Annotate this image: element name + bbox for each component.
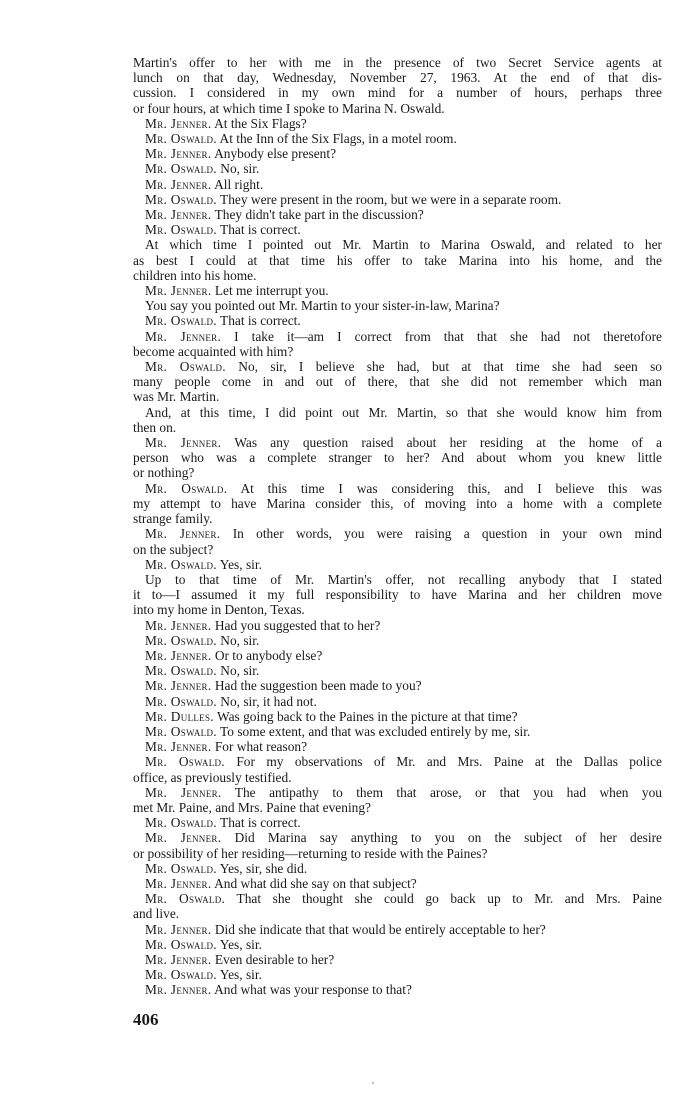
line-text: Or to anybody else? bbox=[214, 647, 323, 663]
testimony-paragraph bbox=[133, 861, 662, 876]
text-line bbox=[133, 207, 662, 222]
testimony-paragraph bbox=[133, 663, 662, 678]
line-text: I take it—am I correct from that that she had not theretofore bbox=[234, 328, 662, 344]
speaker-name: Mr. Oswald. bbox=[145, 556, 217, 572]
line-text: To some extent, and that was excluded entirely by me, sir. bbox=[220, 723, 531, 739]
line-text: No, sir. bbox=[220, 632, 260, 648]
line-text: All right. bbox=[214, 176, 264, 192]
speaker-name: Mr. Oswald. bbox=[145, 723, 217, 739]
line-text: Yes, sir, she did. bbox=[219, 860, 308, 876]
speaker-name: Mr. Dulles. bbox=[145, 708, 214, 724]
text-line bbox=[133, 374, 662, 389]
narrative-paragraph bbox=[133, 405, 662, 435]
text-line bbox=[133, 237, 662, 252]
speaker-name: Mr. Oswald. bbox=[145, 891, 226, 907]
text-line bbox=[133, 542, 662, 557]
testimony-paragraph bbox=[133, 146, 662, 161]
speaker-name: Mr. Oswald. bbox=[145, 860, 217, 876]
text-line bbox=[133, 557, 662, 572]
testimony-paragraph bbox=[133, 724, 662, 739]
line-text: Did she indicate that that would be entirely acceptable to her? bbox=[214, 921, 546, 937]
testimony-paragraph bbox=[133, 694, 662, 709]
text-line bbox=[133, 663, 662, 678]
text-line bbox=[133, 161, 662, 176]
line-text: children into his home. bbox=[133, 267, 257, 283]
line-text: At which time I pointed out Mr. Martin to Marina Oswald, and related to her bbox=[145, 237, 662, 253]
line-text: lunch on that day, Wednesday, November 27, 1963. At the end of that dis- bbox=[133, 70, 662, 86]
speaker-name: Mr. Jenner. bbox=[145, 526, 221, 542]
testimony-paragraph bbox=[133, 937, 662, 952]
speaker-name: Mr. Jenner. bbox=[145, 647, 212, 663]
line-text: my attempt to have Marina consider this, of moving into a home with a complete bbox=[133, 495, 662, 511]
text-line bbox=[133, 602, 662, 617]
line-text: That is correct. bbox=[220, 313, 301, 329]
testimony-paragraph bbox=[133, 116, 662, 131]
text-line bbox=[133, 724, 662, 739]
speaker-name: Mr. Jenner. bbox=[145, 921, 212, 937]
line-text: Yes, sir. bbox=[219, 967, 262, 983]
testimony-paragraph bbox=[133, 678, 662, 693]
speaker-name: Mr. Oswald. bbox=[145, 936, 217, 952]
line-text: They didn't take part in the discussion? bbox=[214, 207, 424, 223]
text-line bbox=[133, 405, 662, 420]
speaker-name: Mr. Jenner. bbox=[145, 784, 222, 800]
text-line bbox=[133, 116, 662, 131]
text-line bbox=[133, 192, 662, 207]
line-text: person who was a complete stranger to her? And about whom you knew little bbox=[133, 450, 662, 466]
testimony-paragraph bbox=[133, 359, 662, 405]
text-line bbox=[133, 982, 662, 997]
speaker-name: Mr. Oswald. bbox=[145, 359, 226, 375]
line-text: Anybody else present? bbox=[214, 146, 337, 162]
text-line bbox=[133, 329, 662, 344]
text-line bbox=[133, 754, 662, 769]
text-line bbox=[133, 253, 662, 268]
line-text: or four hours, at which time I spoke to Marina N. Oswald. bbox=[133, 100, 445, 116]
testimony-paragraph bbox=[133, 891, 662, 921]
page-content bbox=[133, 55, 662, 1030]
narrative-paragraph bbox=[133, 572, 662, 618]
testimony-paragraph bbox=[133, 526, 662, 556]
line-text: In other words, you were raising a question in your own mind bbox=[232, 526, 662, 542]
line-text: For my observations of Mr. and Mrs. Paine at the Dallas police bbox=[236, 754, 662, 770]
line-text: as best I could at that time his offer to take Marina into his home, and the bbox=[133, 252, 662, 268]
speaker-name: Mr. Jenner. bbox=[145, 678, 212, 694]
scan-speck bbox=[372, 1082, 374, 1084]
line-text: or nothing? bbox=[133, 465, 195, 481]
speaker-name: Mr. Oswald. bbox=[145, 663, 217, 679]
text-line bbox=[133, 131, 662, 146]
line-text: That is correct. bbox=[220, 815, 301, 831]
line-text: Even desirable to her? bbox=[214, 951, 335, 967]
text-line bbox=[133, 770, 662, 785]
text-line bbox=[133, 922, 662, 937]
text-line bbox=[133, 739, 662, 754]
testimony-paragraph bbox=[133, 557, 662, 572]
line-text: Up to that time of Mr. Martin's offer, not recalling anybody that I stated bbox=[145, 571, 662, 587]
text-line bbox=[133, 313, 662, 328]
text-line bbox=[133, 55, 662, 70]
line-text: At the Six Flags? bbox=[214, 115, 307, 131]
speaker-name: Mr. Jenner. bbox=[145, 283, 212, 299]
line-text: No, sir. bbox=[220, 663, 260, 679]
text-line bbox=[133, 298, 662, 313]
narrative-paragraph bbox=[133, 298, 662, 313]
line-text: on the subject? bbox=[133, 541, 214, 557]
speaker-name: Mr. Oswald. bbox=[145, 815, 217, 831]
text-line bbox=[133, 268, 662, 283]
text-line bbox=[133, 177, 662, 192]
line-text: That she thought she could go back up to Mr. and Mrs. Paine bbox=[236, 891, 662, 907]
text-line bbox=[133, 694, 662, 709]
testimony-paragraph bbox=[133, 161, 662, 176]
testimony-paragraph bbox=[133, 177, 662, 192]
speaker-name: Mr. Oswald. bbox=[145, 693, 217, 709]
speaker-name: Mr. Jenner. bbox=[145, 982, 212, 998]
line-text: For what reason? bbox=[214, 739, 308, 755]
line-text: Let me interrupt you. bbox=[214, 283, 329, 299]
text-line bbox=[133, 572, 662, 587]
line-text: That is correct. bbox=[220, 222, 301, 238]
testimony-paragraph bbox=[133, 982, 662, 997]
line-text: or possibility of her residing—returning to reside with the Paines? bbox=[133, 845, 488, 861]
line-text: And what did she say on that subject? bbox=[214, 875, 417, 891]
testimony-paragraph bbox=[133, 618, 662, 633]
testimony-paragraph bbox=[133, 207, 662, 222]
speaker-name: Mr. Jenner. bbox=[145, 875, 212, 891]
text-line bbox=[133, 526, 662, 541]
text-line bbox=[133, 891, 662, 906]
line-text: They were present in the room, but we were in a separate room. bbox=[220, 191, 562, 207]
text-line bbox=[133, 389, 662, 404]
line-text: You say you pointed out Mr. Martin to your sister-in-law, Marina? bbox=[145, 298, 500, 314]
testimony-paragraph bbox=[133, 648, 662, 663]
text-line bbox=[133, 678, 662, 693]
testimony-paragraph bbox=[133, 754, 662, 784]
text-line bbox=[133, 481, 662, 496]
text-line bbox=[133, 359, 662, 374]
text-line bbox=[133, 861, 662, 876]
line-text: The antipathy to them that arose, or that you had when you bbox=[234, 784, 663, 800]
speaker-name: Mr. Oswald. bbox=[145, 161, 217, 177]
testimony-paragraph bbox=[133, 481, 662, 527]
text-line bbox=[133, 435, 662, 450]
speaker-name: Mr. Jenner. bbox=[145, 830, 222, 846]
speaker-name: Mr. Jenner. bbox=[145, 207, 212, 223]
speaker-name: Mr. Oswald. bbox=[145, 967, 217, 983]
text-line bbox=[133, 70, 662, 85]
testimony-paragraph bbox=[133, 876, 662, 891]
text-line bbox=[133, 633, 662, 648]
testimony-paragraph bbox=[133, 952, 662, 967]
line-text: Did Marina say anything to you on the subject of her desire bbox=[234, 830, 662, 846]
testimony-paragraph bbox=[133, 435, 662, 481]
testimony-paragraph bbox=[133, 709, 662, 724]
line-text: Yes, sir. bbox=[219, 936, 262, 952]
testimony-paragraph bbox=[133, 329, 662, 359]
testimony-paragraph bbox=[133, 922, 662, 937]
text-line bbox=[133, 876, 662, 891]
testimony-paragraph bbox=[133, 222, 662, 237]
page-number: 406 bbox=[133, 1009, 159, 1029]
speaker-name: Mr. Oswald. bbox=[145, 222, 217, 238]
line-text: And what was your response to that? bbox=[214, 982, 412, 998]
testimony-paragraph bbox=[133, 192, 662, 207]
line-text: it to—I assumed it my full responsibility to have Marina and her children move bbox=[133, 587, 662, 603]
speaker-name: Mr. Oswald. bbox=[145, 480, 228, 496]
line-text: office, as previously testified. bbox=[133, 769, 292, 785]
testimony-paragraph bbox=[133, 313, 662, 328]
line-text: Had you suggested that to her? bbox=[214, 617, 381, 633]
text-line bbox=[133, 785, 662, 800]
text-line bbox=[133, 496, 662, 511]
testimony-paragraph bbox=[133, 131, 662, 146]
line-text: was Mr. Martin. bbox=[133, 389, 220, 405]
testimony-paragraph bbox=[133, 739, 662, 754]
line-text: strange family. bbox=[133, 511, 213, 527]
line-text: Yes, sir. bbox=[219, 556, 262, 572]
line-text: And, at this time, I did point out Mr. Martin, so that she would know him from bbox=[145, 404, 662, 420]
text-line bbox=[133, 648, 662, 663]
line-text: No, sir. bbox=[220, 161, 260, 177]
speaker-name: Mr. Oswald. bbox=[145, 632, 217, 648]
speaker-name: Mr. Jenner. bbox=[145, 951, 212, 967]
speaker-name: Mr. Jenner. bbox=[145, 328, 222, 344]
testimony-paragraph bbox=[133, 283, 662, 298]
text-line bbox=[133, 815, 662, 830]
line-text: many people come in and out of there, that she did not remember which man bbox=[133, 374, 662, 390]
testimony-paragraph bbox=[133, 785, 662, 815]
line-text: Was going back to the Paines in the picture at that time? bbox=[217, 708, 518, 724]
line-text: Had the suggestion been made to you? bbox=[214, 678, 422, 694]
line-text: At the Inn of the Six Flags, in a motel room. bbox=[219, 131, 457, 147]
line-text: At this time I was considering this, and I believe this was bbox=[240, 480, 663, 496]
text-line bbox=[133, 618, 662, 633]
speaker-name: Mr. Jenner. bbox=[145, 146, 212, 162]
text-line bbox=[133, 846, 662, 861]
text-line bbox=[133, 906, 662, 921]
text-line bbox=[133, 800, 662, 815]
text-line bbox=[133, 465, 662, 480]
testimony-paragraph bbox=[133, 967, 662, 982]
text-line bbox=[133, 937, 662, 952]
testimony-paragraph bbox=[133, 633, 662, 648]
text-line bbox=[133, 222, 662, 237]
speaker-name: Mr. Jenner. bbox=[145, 617, 212, 633]
testimony-paragraph bbox=[133, 830, 662, 860]
text-line bbox=[133, 420, 662, 435]
testimony-paragraph bbox=[133, 815, 662, 830]
speaker-name: Mr. Oswald. bbox=[145, 313, 217, 329]
text-line bbox=[133, 952, 662, 967]
text-line bbox=[133, 587, 662, 602]
speaker-name: Mr. Jenner. bbox=[145, 435, 222, 451]
speaker-name: Mr. Jenner. bbox=[145, 176, 212, 192]
text-line bbox=[133, 830, 662, 845]
speaker-name: Mr. Oswald. bbox=[145, 191, 217, 207]
line-text: No, sir, it had not. bbox=[220, 693, 317, 709]
line-text: and live. bbox=[133, 906, 180, 922]
line-text: Martin's offer to her with me in the presence of two Secret Service agents at bbox=[133, 55, 662, 70]
text-line bbox=[133, 85, 662, 100]
text-line bbox=[133, 344, 662, 359]
line-text: into my home in Denton, Texas. bbox=[133, 602, 305, 618]
line-text: No, sir, I believe she had, but at that time she had seen so bbox=[238, 359, 663, 375]
text-line bbox=[133, 101, 662, 116]
narrative-paragraph bbox=[133, 55, 662, 116]
speaker-name: Mr. Oswald. bbox=[145, 754, 225, 770]
text-line bbox=[133, 511, 662, 526]
speaker-name: Mr. Oswald. bbox=[145, 131, 217, 147]
line-text: Was any question raised about her residing at the home of a bbox=[234, 435, 662, 451]
text-line bbox=[133, 283, 662, 298]
text-line bbox=[133, 967, 662, 982]
line-text: become acquainted with him? bbox=[133, 343, 294, 359]
line-text: then on. bbox=[133, 419, 177, 435]
text-line bbox=[133, 450, 662, 465]
narrative-paragraph bbox=[133, 237, 662, 283]
line-text: met Mr. Paine, and Mrs. Paine that evening? bbox=[133, 799, 372, 815]
speaker-name: Mr. Jenner. bbox=[145, 115, 212, 131]
speaker-name: Mr. Jenner. bbox=[145, 739, 212, 755]
text-line bbox=[133, 146, 662, 161]
line-text: cussion. I considered in my own mind for a number of hours, perhaps three bbox=[133, 85, 662, 101]
text-line bbox=[133, 709, 662, 724]
transcript-body bbox=[133, 55, 662, 998]
